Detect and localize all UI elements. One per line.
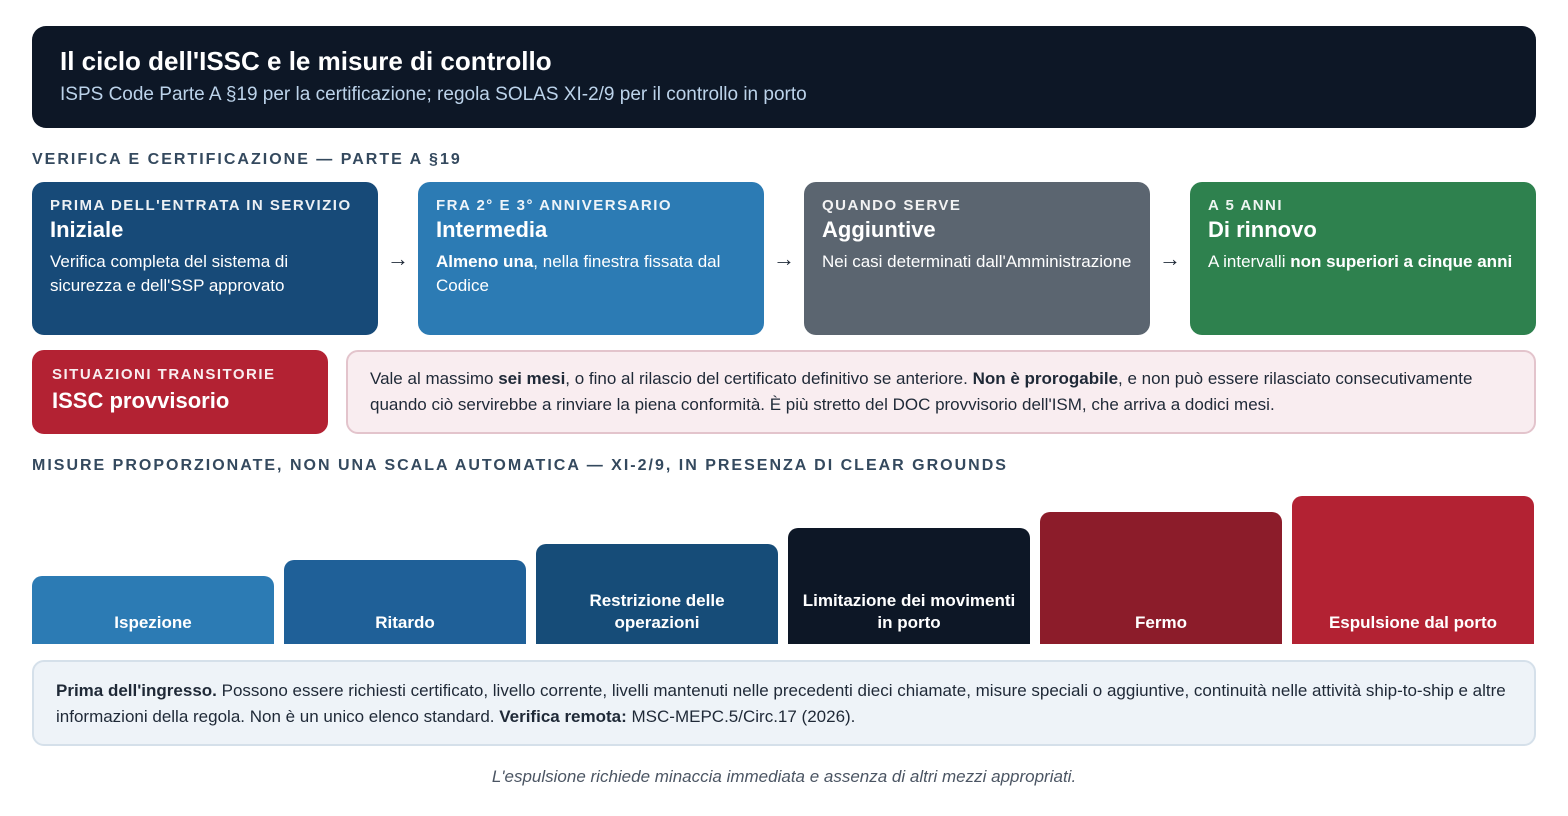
pre-entry-note: Prima dell'ingresso. Possono essere richiesti certificato, livello corrente, livelli mantenuti nelle precedenti dieci chiamate, misure speciali o aggiuntive, continuità nelle attività ship-to-ship e altre informazioni della regola. Non è un unico elenco standard. Verifica remota: MSC-MEPC.5/Circ.17 (2026). (32, 660, 1536, 746)
measure-label: Ritardo (375, 613, 435, 632)
arrow-right-icon: → (387, 246, 409, 271)
measure-label: Ispezione (114, 613, 192, 632)
transitional-when: SITUAZIONI TRANSITORIE (52, 366, 276, 383)
measure-bar (1040, 512, 1282, 644)
measure-bar (536, 544, 778, 644)
stage-desc: A intervalli non superiori a cinque anni (1208, 252, 1513, 271)
measure-bar (1292, 496, 1534, 644)
stage-name: Intermedia (436, 217, 548, 242)
arrow-right-icon: → (1159, 246, 1181, 271)
measure-label: Fermo (1135, 613, 1187, 632)
stage-renewal (1190, 182, 1536, 335)
measure-bar (32, 576, 274, 644)
transitional-name: ISSC provvisorio (52, 388, 230, 413)
stage-desc: Nei casi determinati dall'Amministrazione (822, 252, 1132, 271)
measure-label: Espulsione dal porto (1328, 613, 1498, 632)
stage-name: Iniziale (50, 217, 124, 242)
stage-desc: Verifica completa del sistema di sicurezza e dell'SSP approvato (50, 252, 289, 295)
stage-name: Aggiuntive (822, 217, 936, 242)
page-subtitle: ISPS Code Parte A §19 per la certificazione; regola SOLAS XI-2/9 per il controllo in porto (60, 84, 807, 105)
transitional-note: Vale al massimo sei mesi, o fino al rilascio del certificato definitivo se anteriore. Non è prorogabile, e non può essere rilasciato consecutivamente quando ciò servirebbe a rinviare la piena conformità. È più stretto del DOC provvisorio dell'ISM, che arriva a dodici mesi. (346, 350, 1536, 434)
stage-when: A 5 ANNI (1208, 197, 1284, 214)
header-banner (32, 26, 1536, 128)
stage-when: QUANDO SERVE (822, 197, 962, 214)
stage-when: FRA 2° E 3° ANNIVERSARIO (436, 197, 673, 214)
section-label-verification: VERIFICA E CERTIFICAZIONE — PARTE A §19 (32, 151, 462, 168)
measure-label: Limitazione dei movimenti in porto (802, 591, 1016, 632)
footnote: L'espulsione richiede minaccia immediata e assenza di altri mezzi appropriati. (491, 767, 1077, 786)
transitional-box (32, 350, 328, 434)
stage-desc: Almeno una, nella finestra fissata dal Codice (436, 252, 721, 295)
section-label-measures: MISURE PROPORZIONATE, NON UNA SCALA AUTOMATICA — XI-2/9, IN PRESENZA DI CLEAR GROUNDS (32, 457, 1008, 474)
measure-bar (284, 560, 526, 644)
stage-name: Di rinnovo (1208, 217, 1317, 242)
stage-additional (804, 182, 1150, 335)
stage-when: PRIMA DELL'ENTRATA IN SERVIZIO (50, 197, 352, 214)
page-title: Il ciclo dell'ISSC e le misure di controllo (60, 46, 552, 76)
stage-initial (32, 182, 378, 335)
measure-bar (788, 528, 1030, 644)
stage-intermediate (418, 182, 764, 335)
arrow-right-icon: → (773, 246, 795, 271)
measure-label: Restrizione delle operazioni (589, 591, 725, 632)
